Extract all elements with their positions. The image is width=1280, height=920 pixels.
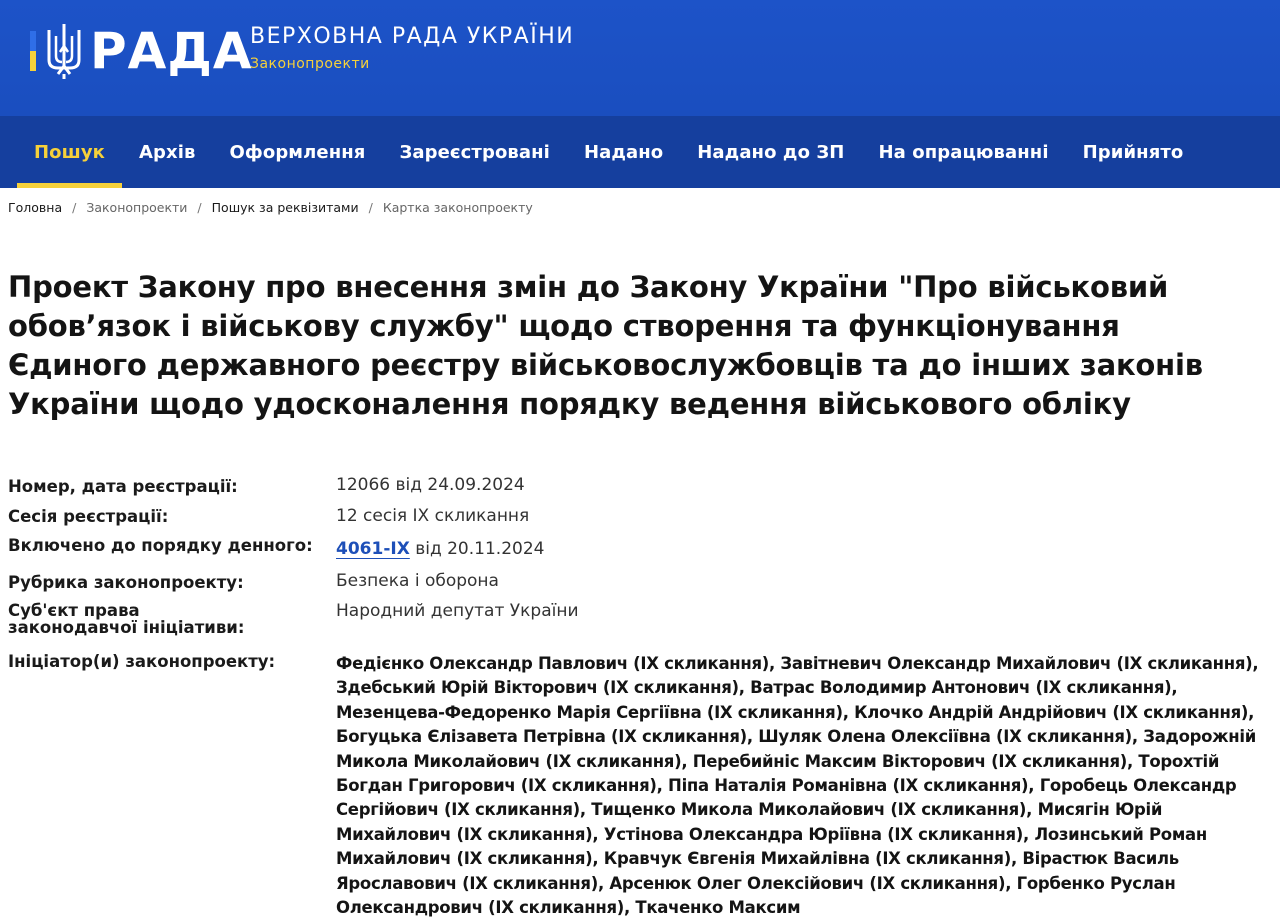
detail-label: Сесія реєстрації:	[8, 507, 169, 526]
registration-value: 12066 від 24.09.2024	[336, 475, 525, 495]
nav-item-in-processing[interactable]: На опрацюванні	[878, 141, 1049, 163]
detail-label: Включено до порядку денного:	[8, 536, 313, 555]
detail-row-session	[8, 505, 1280, 535]
main-nav	[0, 116, 1280, 188]
detail-label: Номер, дата реєстрації:	[8, 477, 238, 496]
detail-label: Рубрика законопроекту:	[8, 573, 244, 592]
detail-row-subject	[8, 600, 1280, 651]
page-title: Проект Закону про внесення змін до Закону України "Про військовий обов’язок і військову службу" щодо створення та функціонування Єдиного державного реєстру військовослужбовців та до інших законів України щодо удосконалення порядку ведення військового обліку	[8, 270, 1203, 421]
agenda-date: від 20.11.2024	[409, 539, 545, 559]
org-name: ВЕРХОВНА РАДА УКРАЇНИ	[250, 24, 575, 49]
session-value: 12 сесія IX скликання	[336, 506, 530, 526]
detail-row-registration	[8, 474, 1280, 505]
detail-row-agenda	[8, 535, 1280, 570]
agenda-link[interactable]: 4061-IX	[336, 539, 410, 559]
detail-row-rubric	[8, 570, 1280, 600]
nav-item-provided-to-plenary[interactable]: Надано до ЗП	[697, 141, 845, 163]
breadcrumb-separator: /	[368, 199, 373, 215]
detail-label: Ініціатор(и) законопроекту:	[8, 652, 276, 671]
bill-details	[8, 474, 1280, 920]
nav-item-search[interactable]: Пошук	[17, 116, 122, 188]
nav-item-archive[interactable]: Архів	[139, 141, 196, 163]
breadcrumb-home[interactable]: Головна	[8, 199, 63, 215]
subject-value: Народний депутат України	[336, 601, 579, 621]
breadcrumb-separator: /	[197, 199, 202, 215]
nav-item-provided[interactable]: Надано	[583, 141, 664, 163]
breadcrumb-search[interactable]: Пошук за реквізитами	[211, 199, 359, 215]
detail-label: Суб'єкт права законодавчої ініціативи:	[8, 601, 245, 637]
breadcrumb-separator: /	[72, 199, 77, 215]
rubric-value: Безпека і оборона	[336, 571, 499, 591]
nav-item-adopted[interactable]: Прийнято	[1082, 141, 1184, 163]
breadcrumb-current: Картка законопроекту	[382, 199, 533, 215]
nav-item-formalization[interactable]: Оформлення	[229, 141, 366, 163]
org-block[interactable]	[250, 24, 574, 72]
nav-item-registered[interactable]: Зареєстровані	[399, 141, 550, 163]
breadcrumb-bills[interactable]: Законопроекти	[86, 199, 188, 215]
breadcrumb	[0, 188, 1280, 226]
site-logo[interactable]	[30, 22, 253, 80]
site-header	[0, 0, 1280, 116]
initiators-value: Федієнко Олександр Павлович (IX скликання), Завітневич Олександр Михайлович (IX скликання), Здебський Юрій Вікторович (IX скликання), Ватрас Володимир Антонович (IX скликання), Мезенцева-Федоренко Марія Сергіївна (IX скликання), Клочко Андрій Андрійович (IX скликання), Богуцька Єлізавета Петрівна (IX скликання), Шуляк Олена Олексіївна (IX скликання), Задорожній Микола Миколайович (IX скликання), Перебийніс Максим Вікторович (IX скликання), Торохтій Богдан Григорович (IX скликання), Піпа Наталія Романівна (IX скликання), Горобець Олександр Сергійович (IX скликання), Тищенко Микола Миколайович (IX скликання), Мисягін Юрій Михайлович (IX скликання), Устінова Олександра Юріївна (IX скликання), Лозинський Роман Михайлович (IX скликання), Кравчук Євгенія Михайлівна (IX скликання), Вірастюк Василь Ярославович (IX скликання), Арсенюк Олег Олексійович (IX скликання), Горбенко Руслан Олександрович (IX скликання), Ткаченко Максим	[336, 654, 1259, 918]
logo-text: РАДА	[90, 22, 253, 80]
org-subtitle: Законопроекти	[250, 56, 370, 72]
detail-row-initiators	[8, 651, 1280, 920]
agenda-value	[336, 535, 544, 570]
trident-icon	[46, 22, 82, 80]
flag-stripe	[30, 31, 36, 71]
